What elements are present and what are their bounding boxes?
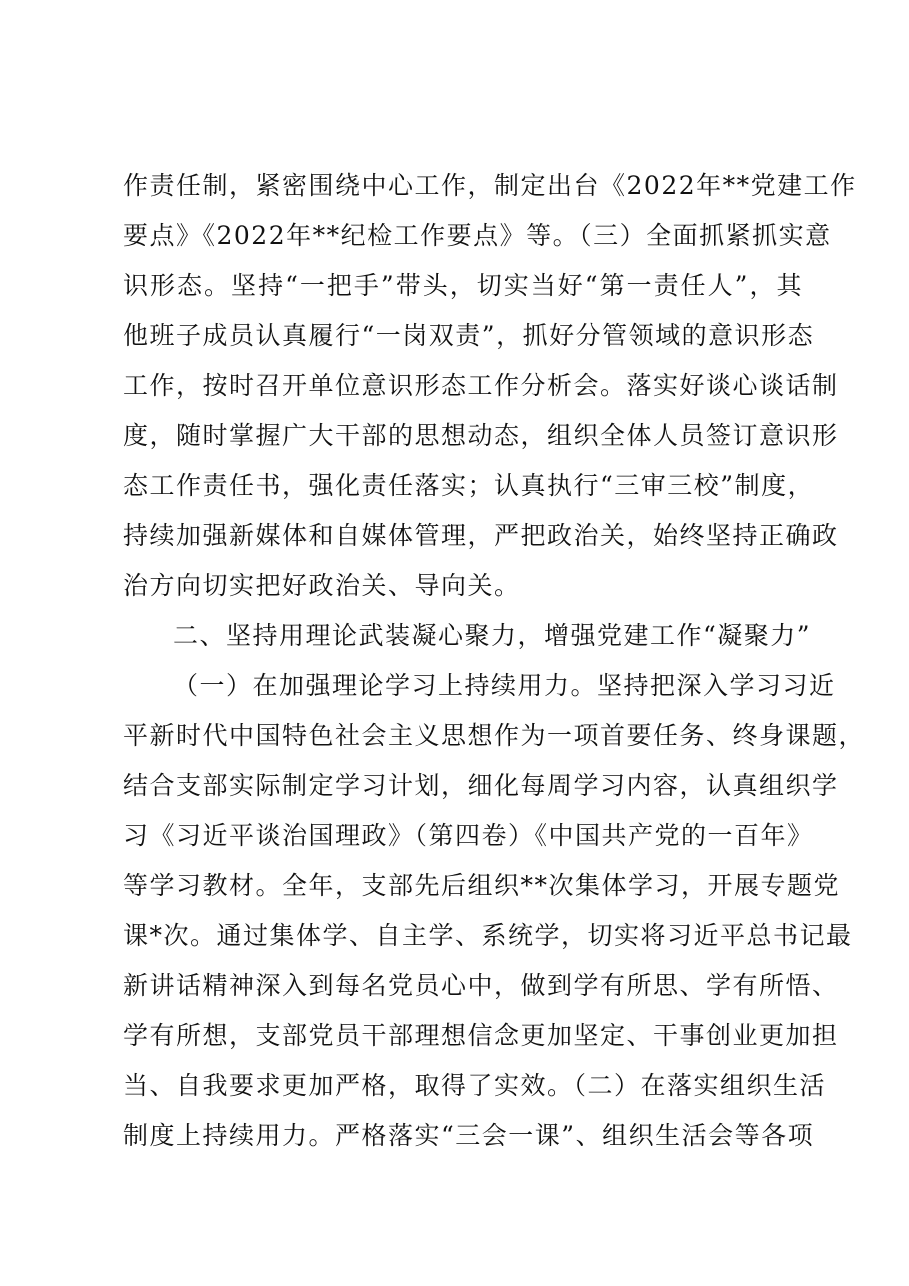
- section-heading: 二、坚持用理论武装凝心聚力，增强党建工作“凝聚力”: [173, 621, 812, 650]
- text-line: 学有所想，支部党员干部理想信念更加坚定、干事创业更加担: [123, 1021, 839, 1050]
- text-line: 识形态。坚持“一把手”带头，切实当好“第一责任人”，其: [123, 271, 803, 300]
- text-line: 他班子成员认真履行“一岗双责”，抓好分管领域的意识形态: [123, 321, 815, 350]
- text-line: 习《习近平谈治国理政》（第四卷）《中国共产党的一百年》: [123, 821, 814, 850]
- text-line: 工作，按时召开单位意识形态工作分析会。落实好谈心谈话制: [123, 371, 839, 400]
- text-line: 课*次。通过集体学、自主学、系统学，切实将习近平总书记最: [123, 921, 853, 950]
- text-line: 等学习教材。全年，支部先后组织**次集体学习，开展专题党: [123, 871, 841, 900]
- text-line: 平新时代中国特色社会主义思想作为一项首要任务、终身课题，: [123, 721, 866, 750]
- text-line: 态工作责任书，强化责任落实；认真执行“三审三校”制度，: [123, 471, 815, 500]
- text-line: 持续加强新媒体和自媒体管理，严把政治关，始终坚持正确政: [123, 521, 839, 550]
- text-line: 结合支部实际制定学习计划，细化每周学习内容，认真组织学: [123, 771, 839, 800]
- text-line: 新讲话精神深入到每名党员心中，做到学有所思、学有所悟、: [123, 971, 839, 1000]
- text-line: 当、自我要求更加严格，取得了实效。（二）在落实组织生活: [123, 1071, 827, 1100]
- text-line: 治方向切实把好政治关、导向关。: [123, 571, 521, 600]
- text-line: 度，随时掌握广大干部的思想动态，组织全体人员签订意识形: [123, 421, 839, 450]
- text-line: 制度上持续用力。严格落实“三会一课”、组织生活会等各项: [123, 1121, 815, 1150]
- text-line: 作责任制，紧密围绕中心工作，制定出台《2022年**党建工作: [123, 171, 857, 200]
- text-line: 要点》《2022年**纪检工作要点》等。（三）全面抓紧抓实意: [123, 221, 832, 250]
- paragraph-first-line: （一）在加强理论学习上持续用力。坚持把深入学习习近: [173, 671, 836, 700]
